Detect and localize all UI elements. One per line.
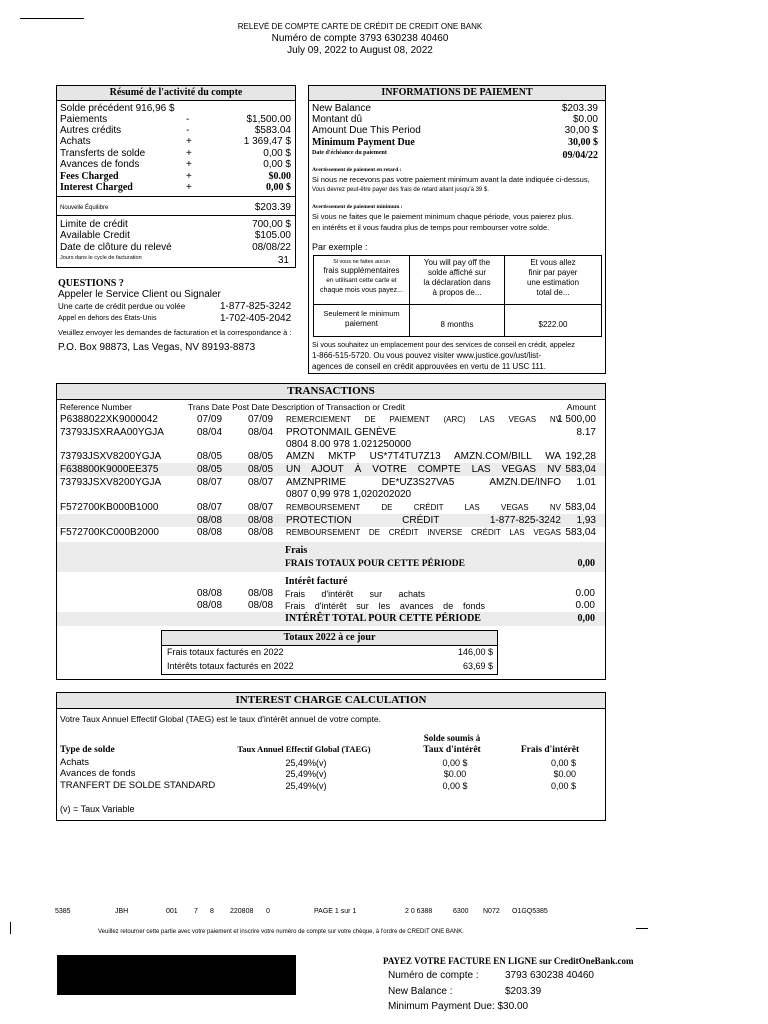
stub-label: New Balance : xyxy=(388,986,453,997)
transactions-title: TRANSACTIONS xyxy=(57,384,605,400)
counsel-text2: 1-866-515-5720. Ou vous pouvez visiter www.justice.gov/ust/list- xyxy=(312,351,541,360)
summary-row-label: Avances de fonds xyxy=(60,159,140,170)
questions-title: QUESTIONS ? xyxy=(58,278,124,289)
summary-row-sign: - xyxy=(186,114,190,125)
late-warning-title: Avertissement de paiement en retard : xyxy=(312,167,402,173)
return-note: Veuillez retourner cette partie avec votre paiement et inscrire votre numéro de compte sur votre chèque, à l'ordre de CREDIT ONE BANK. xyxy=(98,929,464,935)
calc-apr: 25,49%(v) xyxy=(285,758,327,768)
txn-post-date: 08/05 xyxy=(248,451,274,462)
txn-description: UN AJOUT À VOTRE COMPTE LAS VEGAS NV xyxy=(286,464,561,475)
txn-trans-date: 08/04 xyxy=(197,427,223,438)
summary-row-sign: + xyxy=(186,148,192,159)
calc-apr: 25,49%(v) xyxy=(285,769,327,779)
col-dates-description: Trans Date Post Date Description of Transaction or Credit xyxy=(188,402,405,412)
counsel-text1: Si vous souhaitez un emplacement pour des services de conseil en crédit, appelez xyxy=(312,340,575,349)
example-header-1 xyxy=(313,255,410,305)
due-date-label: Date d'échéance du paiement xyxy=(312,150,387,156)
example-header-2a: You will pay off the xyxy=(423,258,491,267)
lost-card-label: Une carte de crédit perdue ou volée xyxy=(58,302,186,311)
payment-row-value: 30,00 $ xyxy=(568,137,598,148)
col-reference: Reference Number xyxy=(60,402,132,412)
summary-row-label: Solde précédent 916,96 $ xyxy=(60,103,175,114)
summary-row-label: Autres crédits xyxy=(60,125,122,136)
summary-divider-2 xyxy=(56,215,296,216)
example-row-3-value: $222.00 xyxy=(538,320,568,329)
footer-code: O1GQ5385 xyxy=(512,908,548,915)
interest-description: Frais d'intérêt sur les avances de fonds xyxy=(285,601,485,611)
txn-reference: P6388022XK9000042 xyxy=(60,414,158,425)
interest-calc-intro: Votre Taux Annuel Effectif Global (TAEG) est le taux d'intérêt annuel de votre compte. xyxy=(60,714,382,724)
interest-total-value: 0,00 xyxy=(577,613,595,624)
stub-min-payment: Minimum Payment Due: $30.00 xyxy=(388,1001,529,1012)
summary-row-label: Interest Charged xyxy=(60,182,133,193)
credit-row-label: Available Credit xyxy=(60,230,130,241)
example-header-1b: frais supplémentaires xyxy=(323,266,400,275)
txn-post-date: 08/04 xyxy=(248,427,274,438)
calc-balance: 0,00 $ xyxy=(442,781,468,791)
calc-apr: 25,49%(v) xyxy=(285,781,327,791)
txn-description: AMZNPRIME DE*UZ3S27VA5 AMZN.DE/INFO xyxy=(286,477,561,488)
txn-reference: 73793JSXRAA00YGJA xyxy=(60,427,164,438)
txn-amount: 583,04 xyxy=(565,464,596,475)
summary-row-sign: - xyxy=(186,125,190,136)
txn-reference: 73793JSXV8200YGJA xyxy=(60,451,162,462)
col-amount: Amount xyxy=(566,402,596,412)
txn-description: 0807 0,99 978 1,020202020 xyxy=(286,489,412,500)
mail-note: Veuillez envoyer les demandes de facturation et la correspondance à : xyxy=(58,328,292,337)
late-warning-text2: Vous devrez peut-être payer des frais de retard allant jusqu'à 39 $. xyxy=(312,187,489,193)
txn-trans-date: 08/08 xyxy=(197,515,223,526)
col-balance: Taux d'intérêt xyxy=(423,745,481,755)
summary-row-value: 0,00 $ xyxy=(263,159,291,170)
interest-amount: 0.00 xyxy=(575,600,595,611)
example-header-1d: chaque mois vous payez... xyxy=(320,287,403,294)
stub-label: Numéro de compte : xyxy=(388,970,479,981)
example-row-1 xyxy=(313,304,410,337)
col-balance-type: Type de solde xyxy=(60,745,115,755)
credit-row-label: Date de clôture du relevé xyxy=(60,242,172,253)
fees-total-value: 0,00 xyxy=(577,558,595,569)
summary-divider xyxy=(56,196,296,197)
txn-post-date: 08/08 xyxy=(248,527,274,538)
txn-post-date: 08/08 xyxy=(248,515,274,526)
summary-row-value: $0.00 xyxy=(268,171,291,182)
cycle-label: Jours dans le cycle de facturation xyxy=(60,255,142,261)
txn-amount: 1.01 xyxy=(576,477,596,488)
counsel-text3: agences de conseil en crédit approuvées en vertu de 11 USC 111. xyxy=(312,362,546,371)
footer-code: 220808 xyxy=(230,908,254,915)
calc-charge: $0.00 xyxy=(553,769,576,779)
interest-post-date: 08/08 xyxy=(248,588,274,599)
outside-us-phone[interactable]: 1-702-405-2042 xyxy=(220,313,292,324)
txn-amount: 1,93 xyxy=(576,515,596,526)
customer-service-phone[interactable]: 1-877-825-3242 xyxy=(220,301,292,312)
example-header-2c: la déclaration dans xyxy=(423,278,491,287)
summary-row-value: $583.04 xyxy=(254,125,291,136)
variable-rate-note: (v) = Taux Variable xyxy=(60,804,135,814)
example-row-2-value: 8 months xyxy=(440,320,474,329)
txn-post-date: 08/05 xyxy=(248,464,274,475)
interest-amount: 0.00 xyxy=(575,588,595,599)
calc-balance-type: Avances de fonds xyxy=(60,768,136,779)
fees-title: Frais xyxy=(285,545,308,556)
example-row-3 xyxy=(504,304,602,337)
summary-row-label: Fees Charged xyxy=(60,171,119,182)
txn-description: PROTONMAIL GENÈVE xyxy=(286,427,397,438)
ytd-value: 146,00 $ xyxy=(457,647,493,657)
txn-trans-date: 08/07 xyxy=(197,477,223,488)
example-header-1a: Si vous ne faites aucun xyxy=(333,259,390,265)
summary-row-label: Achats xyxy=(60,136,91,147)
interest-total-label: INTÉRÊT TOTAL POUR CETTE PÉRIODE xyxy=(285,613,481,624)
txn-description: PROTECTION CRÉDIT 1-877-825-3242 xyxy=(286,515,561,526)
credit-row-value: 08/08/22 xyxy=(252,242,291,253)
payment-row-label: Amount Due This Period xyxy=(312,125,421,136)
ytd-title: Totaux 2022 à ce jour xyxy=(162,631,497,646)
footer-code: 7 xyxy=(194,908,198,915)
example-header-3b: finir par payer xyxy=(528,268,578,277)
txn-reference: F572700KC000B2000 xyxy=(60,527,159,538)
footer-code: 2 0 6388 xyxy=(405,908,433,915)
summary-row-sign: + xyxy=(186,182,192,193)
summary-row-label: Paiements xyxy=(60,114,108,125)
credit-row-value: $105.00 xyxy=(254,230,291,241)
txn-trans-date: 07/09 xyxy=(197,414,223,425)
tick-mark-left xyxy=(10,922,11,934)
footer-code: 5385 xyxy=(55,908,71,915)
payment-row-label: New Balance xyxy=(312,103,371,114)
statement-period: July 09, 2022 to August 08, 2022 xyxy=(287,45,433,56)
summary-row-label: Transferts de solde xyxy=(60,148,146,159)
example-row-1a: Seulement le minimum xyxy=(323,309,400,318)
interest-title: Intérêt facturé xyxy=(285,576,348,587)
footer-code: N072 xyxy=(483,908,500,915)
questions-line1: Appeler le Service Client ou Signaler xyxy=(58,289,221,300)
txn-reference: 73793JSXV8200YGJA xyxy=(60,477,162,488)
txn-description: REMERCIEMENT DE PAIEMENT (ARC) LAS VEGAS NV xyxy=(286,415,561,424)
credit-row-value: 700,00 $ xyxy=(252,219,291,230)
min-warning-text2: en intérêts et il vous faudra plus de temps pour rembourser votre solde. xyxy=(312,223,550,232)
cycle-value: 31 xyxy=(277,255,289,266)
txn-post-date: 07/09 xyxy=(248,414,274,425)
example-row-2 xyxy=(409,304,505,337)
calc-balance-type: TRANFERT DE SOLDE STANDARD xyxy=(60,780,216,791)
footer-code: 6300 xyxy=(453,908,469,915)
summary-row-value: $1,500.00 xyxy=(246,114,291,125)
example-header-2b: solde affiché sur xyxy=(427,268,487,277)
calc-balance-type: Achats xyxy=(60,757,90,768)
calc-charge: 0,00 $ xyxy=(550,758,576,768)
top-rule xyxy=(20,18,84,19)
col-apr: Taux Annuel Effectif Global (TAEG) xyxy=(237,744,371,754)
summary-row-sign: + xyxy=(186,159,192,170)
payment-row-value: $203.39 xyxy=(561,103,598,114)
txn-trans-date: 08/08 xyxy=(197,527,223,538)
example-header-2 xyxy=(409,255,505,305)
account-number-line: Numéro de compte 3793 630238 40460 xyxy=(271,33,449,44)
new-balance-label: Nouvelle Équilibre xyxy=(60,205,109,211)
example-header-3 xyxy=(504,255,602,305)
txn-amount: 1 500,00 xyxy=(557,414,596,425)
ytd-label: Intérêts totaux facturés en 2022 xyxy=(167,661,294,671)
stub-value: 3793 630238 40460 xyxy=(505,970,594,981)
example-label: Par exemple : xyxy=(312,242,368,252)
calc-charge: 0,00 $ xyxy=(550,781,576,791)
due-date-value: 09/04/22 xyxy=(562,150,598,161)
footer-code: JBH xyxy=(115,908,129,915)
txn-trans-date: 08/05 xyxy=(197,451,223,462)
example-header-3c: une estimation xyxy=(526,278,580,287)
stub-value: $203.39 xyxy=(505,986,542,997)
txn-description: REMBOURSEMENT DE CRÉDIT INVERSE CRÉDIT LAS VEGAS xyxy=(286,528,561,537)
txn-post-date: 08/07 xyxy=(248,502,274,513)
example-header-3d: total de... xyxy=(536,288,570,297)
interest-trans-date: 08/08 xyxy=(197,588,223,599)
txn-amount: 192,28 xyxy=(565,451,596,462)
payment-info-title: INFORMATIONS DE PAIEMENT xyxy=(309,86,605,101)
example-header-3a: Et vous allez xyxy=(530,258,576,267)
txn-amount: 8.17 xyxy=(576,427,596,438)
credit-row-label: Limite de crédit xyxy=(60,219,128,230)
example-header-2d: à propos de... xyxy=(432,288,482,297)
txn-amount: 583,04 xyxy=(565,527,596,538)
footer-code: 8 xyxy=(210,908,214,915)
late-warning-text1: Si nous ne recevons pas votre paiement minimum avant la date indiquée ci-dessus, xyxy=(312,175,590,184)
txn-trans-date: 08/05 xyxy=(197,464,223,475)
footer-code: 0 xyxy=(266,908,270,915)
summary-row-value: 0,00 $ xyxy=(263,148,291,159)
txn-amount: 583,04 xyxy=(565,502,596,513)
summary-row-sign: + xyxy=(186,171,192,182)
summary-row-value: 1 369,47 $ xyxy=(243,136,291,147)
interest-trans-date: 08/08 xyxy=(197,600,223,611)
payment-row-label: Montant dû xyxy=(312,114,363,125)
payment-row-value: 30,00 $ xyxy=(564,125,598,136)
mailing-address: P.O. Box 98873, Las Vegas, NV 89193-8873 xyxy=(58,342,256,353)
pay-online[interactable]: PAYEZ VOTRE FACTURE EN LIGNE sur CreditOneBank.com xyxy=(383,956,634,966)
ytd-value: 63,69 $ xyxy=(462,661,493,671)
summary-row-value: 0,00 $ xyxy=(266,182,291,193)
tick-mark-right xyxy=(636,928,648,929)
new-balance-value: $203.39 xyxy=(254,202,291,213)
txn-trans-date: 08/07 xyxy=(197,502,223,513)
calc-balance: 0,00 $ xyxy=(442,758,468,768)
calc-balance: $0.00 xyxy=(443,769,467,779)
interest-post-date: 08/08 xyxy=(248,600,274,611)
txn-reference: F572700KB000B1000 xyxy=(60,502,159,513)
col-interest-charge: Frais d'intérêt xyxy=(520,745,580,755)
example-header-1c: en utilisant cette carte et xyxy=(326,277,397,284)
fees-total-label: FRAIS TOTAUX POUR CETTE PÉRIODE xyxy=(285,559,466,569)
min-warning-text1: Si vous ne faites que le paiement minimum chaque période, vous paierez plus. xyxy=(312,212,574,221)
txn-reference: F638800K9000EE375 xyxy=(60,464,159,475)
txn-description: 0804 8.00 978 1.021250000 xyxy=(286,439,412,450)
ytd-label: Frais totaux facturés en 2022 xyxy=(167,647,284,657)
interest-description: Frais d'intérêt sur achats xyxy=(285,589,425,599)
interest-calc-title: INTEREST CHARGE CALCULATION xyxy=(57,693,605,709)
txn-description: AMZN MKTP US*7T4TU7Z13 AMZN.COM/BILL WA xyxy=(286,451,561,462)
statement-title: RELEVÉ DE COMPTE CARTE DE CRÉDIT DE CREDIT ONE BANK xyxy=(237,22,483,31)
footer-code: PAGE 1 sur 1 xyxy=(314,908,357,915)
min-warning-title: Avertissement de paiement minimum : xyxy=(312,204,403,210)
summary-row-sign: + xyxy=(186,136,192,147)
summary-title: Résumé de l'activité du compte xyxy=(57,86,295,101)
outside-us-label: Appel en dehors des États-Unis xyxy=(58,315,157,322)
col-balance-top: Solde soumis à xyxy=(423,733,481,743)
payment-row-label: Minimum Payment Due xyxy=(312,137,415,148)
payment-row-value: $0.00 xyxy=(572,114,598,125)
redacted-address-block xyxy=(57,955,296,995)
txn-post-date: 08/07 xyxy=(248,477,274,488)
example-row-1b: paiement xyxy=(345,319,378,328)
footer-code: 001 xyxy=(166,908,178,915)
txn-description: REMBOURSEMENT DE CRÉDIT LAS VEGAS NV xyxy=(286,503,561,512)
